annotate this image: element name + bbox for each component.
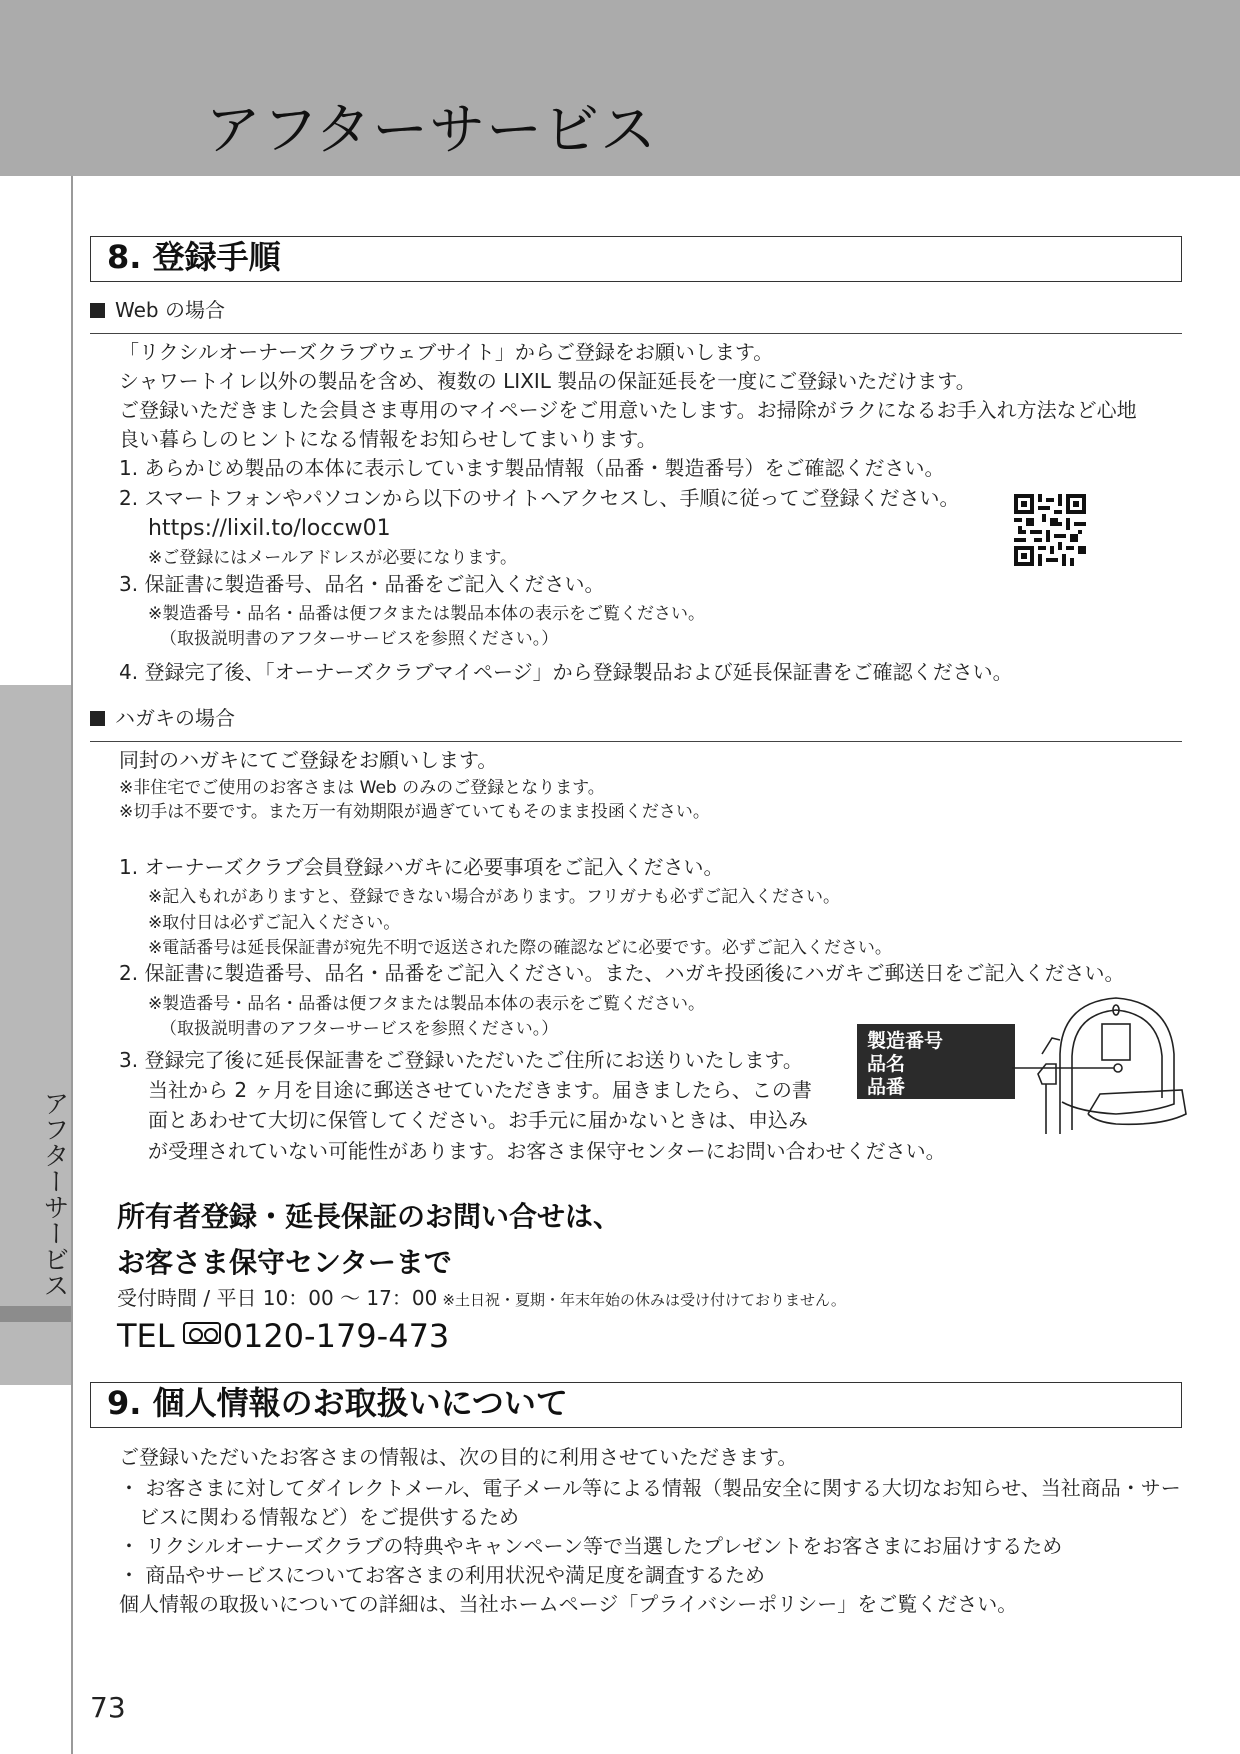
section-8-heading-box [90,236,1182,282]
postcard-step-1-note: ※記入もれがありますと、登録できない場合があります。フリガナも必ずご記入ください。 [148,887,841,907]
qr-code-icon[interactable] [1014,494,1086,566]
postcard-step-1-note: ※取付日は必ずご記入ください。 [148,913,401,933]
label-product-code: 品番 [867,1076,906,1098]
web-step-3-note: （取扱説明書のアフターサービスを参照ください。） [160,629,559,649]
tel-number[interactable]: 0120-179-473 [222,1317,450,1355]
section-9-title: 9. 個人情報のお取扱いについて [107,1384,568,1422]
postcard-step-3-cont: が受理されていない可能性があります。お客さま保守センターにお問い合わせください。 [148,1139,946,1163]
privacy-item: ・ 商品やサービスについてお客さまの利用状況や満足度を調査するため [119,1563,765,1587]
contact-hours-note: ※土日祝・夏期・年末年始の休みは受け付けておりません。 [442,1291,846,1309]
privacy-intro: ご登録いただいたお客さまの情報は、次の目的に利用させていただきます。 [119,1445,798,1469]
postcard-step-1-note: ※電話番号は延長保証書が宛先不明で返送された際の確認などに必要です。必ずご記入ください。 [148,938,892,958]
side-tab-marker [0,1306,71,1322]
web-step-3-note: ※製造番号・品名・品番は便フタまたは製品本体の表示をご覧ください。 [148,604,706,624]
contact-hours-row [117,1284,846,1313]
postcard-step-3-cont: 当社から 2 ヶ月を目途に郵送させていただきます。届きましたら、この書 [148,1078,812,1102]
contact-hours: 受付時間 / 平日 10：00 ～ 17：00 [117,1286,438,1310]
bullet-square-icon [90,711,105,726]
postcard-step-2-note: （取扱説明書のアフターサービスを参照ください。） [160,1019,559,1039]
contact-tel-row [117,1316,449,1356]
web-intro-line: シャワートイレ以外の製品を含め、複数の LIXIL 製品の保証延長を一度にご登録いただけます。 [119,369,976,393]
postcard-heading [90,705,235,731]
privacy-closing: 個人情報の取扱いについての詳細は、当社ホームページ「プライバシーポリシー」をご覧ください。 [119,1592,1018,1616]
postcard-step-2: 2. 保証書に製造番号、品名・品番をご記入ください。また、ハガキ投函後にハガキご郵送日をご記入ください。 [119,961,1125,985]
postcard-note: ※切手は不要です。また万一有効期限が過ぎていてもそのまま投函ください。 [119,802,710,822]
web-intro-line: 良い暮らしのヒントになる情報をお知らせしてまいります。 [119,427,657,451]
web-heading [90,297,225,323]
web-step-2: 2. スマートフォンやパソコンから以下のサイトへアクセスし、手順に従ってご登録ください。 [119,486,960,510]
postcard-heading-label: ハガキの場合 [115,706,235,730]
web-heading-rule [90,333,1182,334]
page-title: アフターサービス [205,98,658,163]
toilet-lid-illustration [1012,994,1188,1136]
privacy-item: ビスに関わる情報など）をご提供するため [119,1505,519,1529]
label-serial-number: 製造番号 [867,1030,944,1052]
postcard-step-2-note: ※製造番号・品名・品番は便フタまたは製品本体の表示をご覧ください。 [148,994,706,1014]
postcard-step-3-cont: 面とあわせて大切に保管してください。お手元に届かないときは、申込み [148,1108,808,1132]
side-tab-label: アフターサービス [39,1090,69,1298]
web-step-4: 4. 登録完了後、「オーナーズクラブマイページ」から登録製品および延長保証書をご確認ください。 [119,660,1013,684]
registration-url[interactable]: https://lixil.to/loccw01 [148,516,391,541]
product-info-label [857,1024,1015,1099]
postcard-note: ※非住宅でご使用のお客さまは Web のみのご登録となります。 [119,778,605,798]
contact-heading-line-1: 所有者登録・延長保証のお問い合せは、 [117,1200,622,1233]
web-intro-line: ご登録いただきました会員さま専用のマイページをご用意いたします。お掃除がラクになるお手入れ方法など心地 [119,398,1137,422]
postcard-heading-rule [90,741,1182,742]
section-9-heading-box [90,1382,1182,1428]
web-heading-label: Web の場合 [115,298,225,322]
contact-heading-line-2: お客さま保守センターまで [117,1246,452,1279]
web-intro-line: 「リクシルオーナーズクラブウェブサイト」からご登録をお願いします。 [119,340,774,364]
postcard-intro: 同封のハガキにてご登録をお願いします。 [119,748,498,772]
web-step-3: 3. 保証書に製造番号、品名・品番をご記入ください。 [119,572,605,596]
bullet-square-icon [90,303,105,318]
postcard-step-1: 1. オーナーズクラブ会員登録ハガキに必要事項をご記入ください。 [119,855,724,879]
page-number: 73 [90,1691,126,1724]
tel-prefix: TEL [117,1317,175,1355]
section-8-title: 8. 登録手順 [107,238,281,276]
web-step-1: 1. あらかじめ製品の本体に表示しています製品情報（品番・製造番号）をご確認ください。 [119,456,945,480]
privacy-item: ・ リクシルオーナーズクラブの特典やキャンペーン等で当選したプレゼントをお客さまにお届けするため [119,1534,1063,1558]
label-product-name: 品名 [867,1053,906,1075]
web-step-2-note: ※ご登録にはメールアドレスが必要になります。 [148,548,518,568]
privacy-item: ・ お客さまに対してダイレクトメール、電子メール等による情報（製品安全に関する大切なお知らせ、当社商品・サー [119,1476,1181,1500]
freedial-icon [183,1322,221,1344]
postcard-step-3: 3. 登録完了後に延長保証書をご登録いただいたご住所にお送りいたします。 [119,1048,803,1072]
left-margin-rule [71,176,73,1754]
